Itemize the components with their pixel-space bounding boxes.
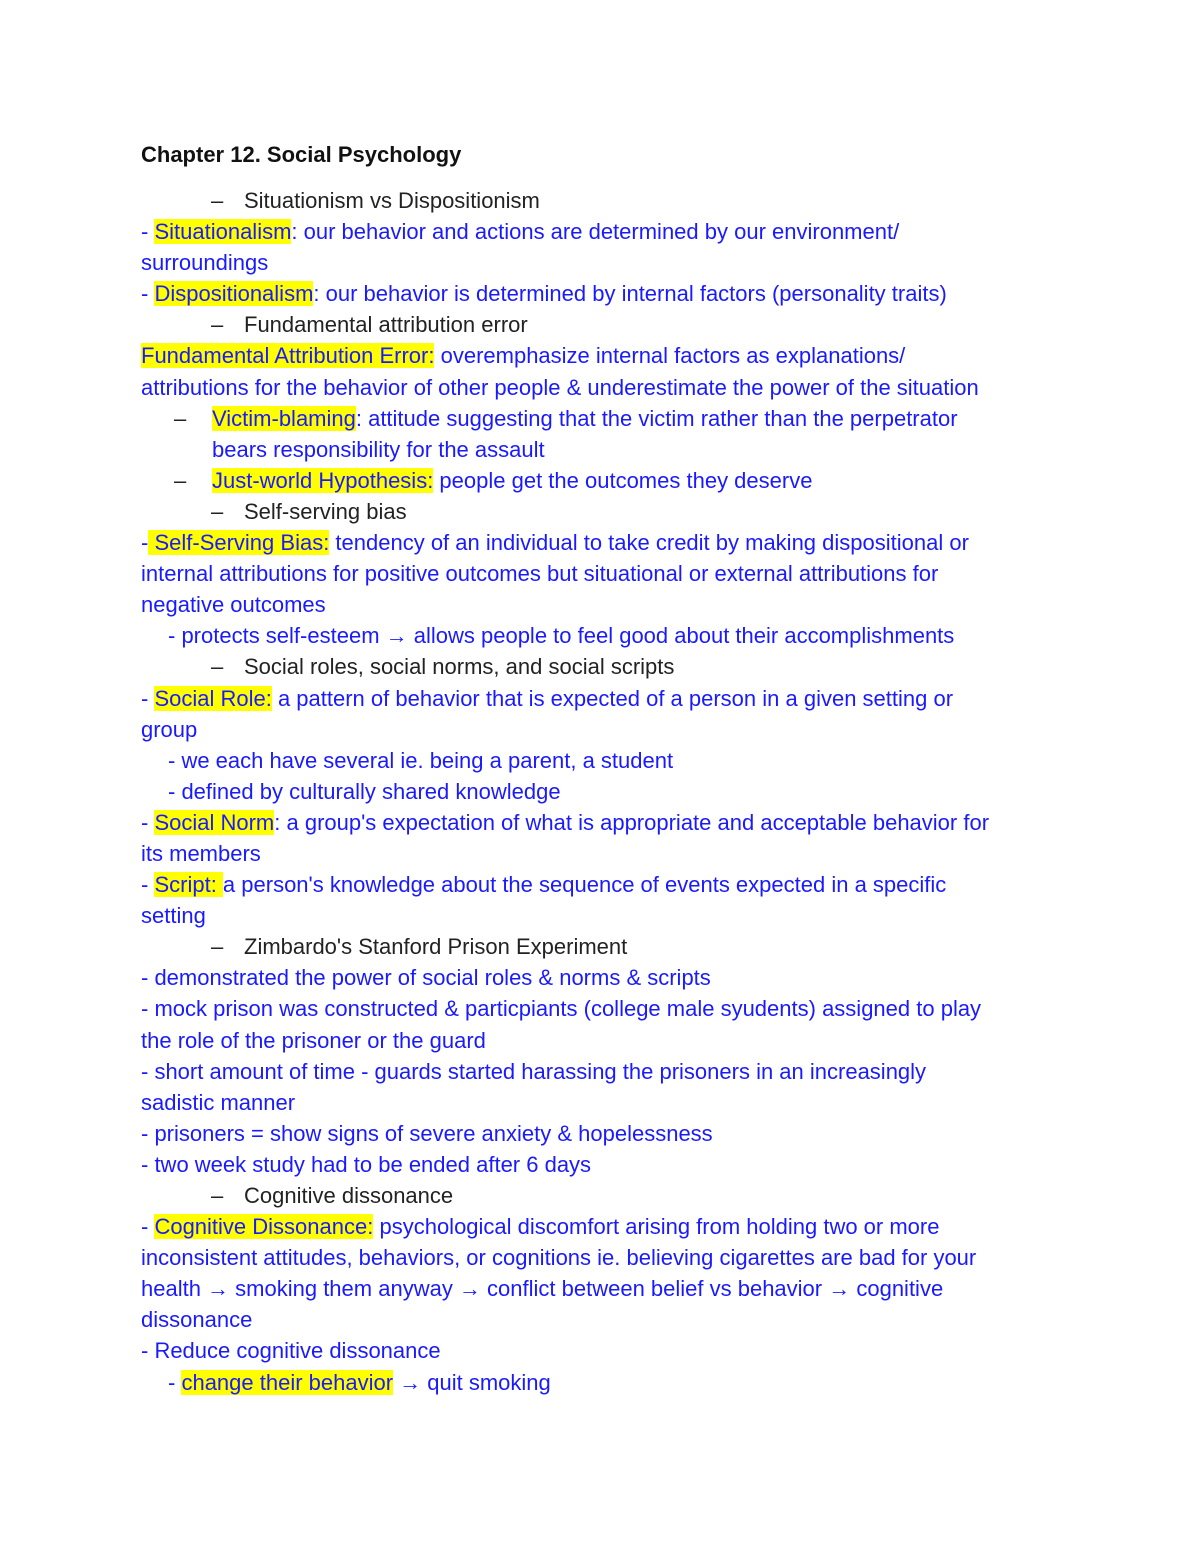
highlight-term: Fundamental Attribution Error: [141, 343, 435, 369]
highlight-term: Situationalism [154, 219, 292, 245]
zimbardo-point: - short amount of time - guards started harassing the prisoners in an increasingly [141, 1058, 927, 1084]
definition-continuation: attributions for the behavior of other people & underestimate the power of the situation [141, 374, 979, 400]
definition-continuation: inconsistent attitudes, behaviors, or cognitions ie. believing cigarettes are bad for your [141, 1245, 977, 1271]
definition-dispositionalism: - Dispositionalism: our behavior is determined by internal factors (personality traits) [141, 281, 947, 307]
note-role: - we each have several ie. being a parent, a student [168, 747, 674, 773]
bullet-just-world: – Just-world Hypothesis: people get the outcomes they deserve [174, 467, 813, 493]
subheading-roles: – Social roles, social norms, and social scripts [211, 654, 675, 680]
subheading-situationism: – Situationism vs Dispositionism [211, 188, 540, 213]
reduce-cd: - Reduce cognitive dissonance [141, 1338, 441, 1364]
highlight-term: Victim-blaming [212, 405, 356, 431]
definition-continuation: setting [141, 903, 206, 929]
bullet-victim-blaming: – Victim-blaming: attitude suggesting that the victim rather than the perpetrator [174, 405, 958, 431]
subheading-ssb: – Self-serving bias [211, 498, 407, 524]
page-title: Chapter 12. Social Psychology [141, 142, 462, 167]
definition-social-norm: - Social Norm: a group's expectation of what is appropriate and acceptable behavior for [141, 809, 990, 835]
bullet-continuation: bears responsibility for the assault [212, 436, 545, 462]
subheading-fae: – Fundamental attribution error [211, 312, 528, 338]
definition-situationalism: - Situationalism: our behavior and actions are determined by our environment/ [141, 219, 900, 245]
zimbardo-point: - prisoners = show signs of severe anxiety & hopelessness [141, 1120, 713, 1146]
definition-fae: Fundamental Attribution Error: overemphasize internal factors as explanations/ [141, 343, 906, 369]
highlight-term: Dispositionalism [154, 281, 314, 307]
definition-ssb: - Self-Serving Bias: tendency of an individual to take credit by making dispositional or [141, 530, 969, 556]
definition-cognitive-dissonance: - Cognitive Dissonance: psychological discomfort arising from holding two or more [141, 1214, 940, 1240]
subheading-cd: – Cognitive dissonance [211, 1183, 454, 1208]
highlight-term: Cognitive Dissonance: [154, 1214, 374, 1240]
zimbardo-point: - mock prison was constructed & particpiants (college male syudents) assigned to play [141, 996, 982, 1022]
highlight-term: Social Norm [154, 809, 275, 835]
note-change-behavior: - change their behavior → quit smoking [168, 1369, 551, 1395]
highlight-term: change their behavior [181, 1369, 394, 1395]
definition-social-role: - Social Role: a pattern of behavior that is expected of a person in a given setting or [141, 685, 954, 711]
zimbardo-point: sadistic manner [141, 1089, 296, 1115]
definition-script: - Script: a person's knowledge about the sequence of events expected in a specific [141, 872, 947, 898]
definition-continuation: surroundings [141, 250, 269, 276]
note-ssb: - protects self-esteem → allows people to feel good about their accomplishments [168, 623, 955, 649]
highlight-term: Just-world Hypothesis: [212, 467, 434, 493]
zimbardo-point: the role of the prisoner or the guard [141, 1027, 486, 1053]
zimbardo-point: - two week study had to be ended after 6 days [141, 1151, 592, 1177]
document-content [141, 141, 1061, 1398]
definition-continuation: internal attributions for positive outcomes but situational or external attributions for [141, 561, 939, 587]
highlight-term: Script: [154, 872, 223, 898]
definition-continuation: dissonance [141, 1307, 253, 1333]
definition-continuation: negative outcomes [141, 592, 326, 618]
highlight-term: Self-Serving Bias: [148, 530, 329, 555]
definition-continuation: its members [141, 840, 261, 866]
definition-continuation: group [141, 716, 198, 742]
definition-continuation: health → smoking them anyway → conflict between belief vs behavior → cognitive [141, 1276, 944, 1302]
note-role: - defined by culturally shared knowledge [168, 778, 561, 804]
subheading-zimbardo: – Zimbardo's Stanford Prison Experiment [211, 934, 628, 960]
zimbardo-point: - demonstrated the power of social roles & norms & scripts [141, 965, 711, 991]
highlight-term: Social Role: [154, 685, 272, 711]
